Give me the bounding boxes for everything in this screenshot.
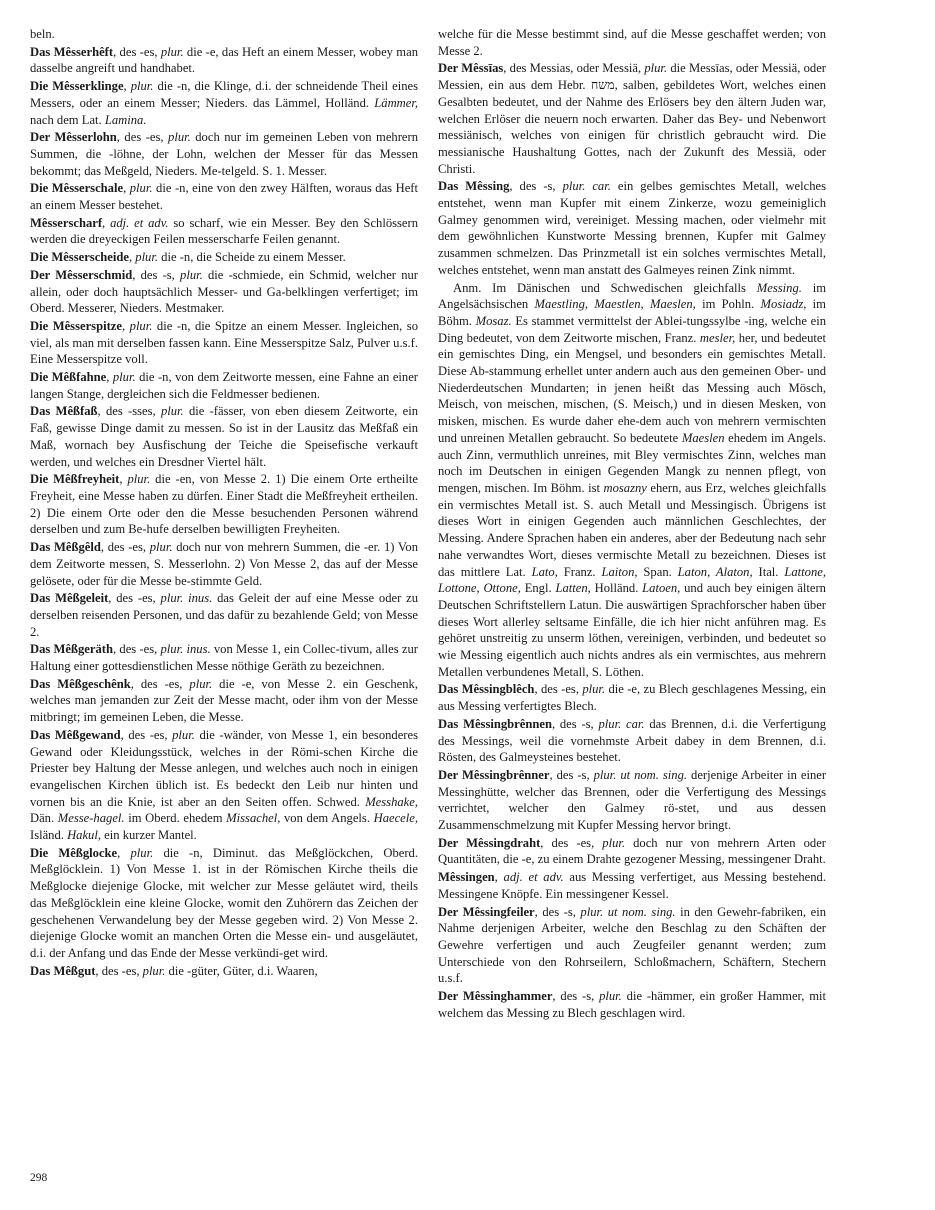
italic-text: adj. et adv. <box>503 870 564 885</box>
italic-text: Mosiadz, <box>760 297 807 312</box>
italic-text: mosazny <box>603 480 647 495</box>
entry-text: , <box>119 472 128 487</box>
italic-text: Latoen, <box>642 581 681 596</box>
entry-text: ehern, aus Erz, welches gleichfalls ein vermischtes Metall ist. S. auch Metall und Messingisch. Übrigens ist dieses Wort in einigen Gegenden auch männlichen Geschlechtes, der Messing. Andere Sprachen haben ein anderes, aber der Bedeutung nach sehr nahe verwandtes Wort, dieses vermischte Metall zu bezeichnen. Dieses ist das mittlere Lat. <box>438 480 826 579</box>
italic-text: plur. <box>129 181 153 196</box>
headword: Mêsserscharf <box>30 215 103 230</box>
headword: Der Mêssingfeiler <box>438 904 535 919</box>
entry-text: , <box>121 318 130 333</box>
dictionary-entry <box>30 403 418 470</box>
entry-text: von Messe 1, ein Collec-tivum, alles zur Haltung einer gottesdienstlichen Messe nöthige Geräth zu bezeichnen. <box>30 642 418 674</box>
italic-text: Laton, Alaton, <box>677 564 753 579</box>
entry-text: von dem Angels. <box>280 811 374 826</box>
entry-text: ein gelbes gemischtes Metall, welches entstehet, wenn man Kupfer mit einem Zinkerze, wozu gemeiniglich Galmey genommen wird, vereiniget. Messing machen, oder vielmehr mit dem gewöhnlichen Kunstworte Messing brennen, Kupfer mit Galmey zusammen schmelzen. Das Prinzmetall ist ein solches vermischtes Metall, welches entstehet, wenn man anstatt des Galmeyes reinen Zink nimmt. <box>438 179 827 277</box>
italic-text: plur. <box>644 61 668 76</box>
entry-text: die -wänder, von Messe 1, ein besonderes Gewand oder Kleidungsstück, welches in der Römi-schen Kirche die Priester bey Haltung der Messe anlegen, und welches auch noch in einigen evangelischen Kirchen üblich ist. Es bedeckt den Leib nur hinten und vornen bis an die Knie, ist aber an den Seiten offen. Schwed. <box>30 727 418 809</box>
headword: Die Mêsserscheide <box>30 250 129 265</box>
entry-text: die -fässer, von eben diesem Zeitworte, ein Faß, gewisse Dinge damit zu messen. So ist in der Lausitz das Meßfaß ein Maß, wornach bey Ausfischung der Teiche die Speisefische verkauft werden, und welches ein Dresdner Viertel hält. <box>30 404 418 469</box>
headword: Die Mêsserschale <box>30 181 124 196</box>
entry-text: in den Gewehr-fabriken, ein Nahme derjenigen Arbeiter, welche den Beschlag zu den Schäften der Gewehre verfertigen und auch Zeugfeiler genannt werden; zum Unterschiede von den Rohrseilern, Schloßmachern, Schäftern, Stechern u.s.f. <box>438 904 826 986</box>
entry-text: doch nur von mehrern Summen, die -er. 1) Von dem Zeitworte messen, S. Messerlohn. 2) Von Messe 2, das auf der Messe gelösete, oder für die Messe be-stimmte Geld. <box>30 540 418 588</box>
entry-text: , des -es, <box>534 682 583 697</box>
entry-continuation <box>438 26 826 59</box>
entry-text: , des -s, <box>509 179 563 194</box>
italic-text: plur. <box>180 267 203 282</box>
headword: Das Mêsserhêft <box>30 44 114 59</box>
entry-text: Es stammet vermittelst der Ablei-tungssylbe -ing, welche ein Ding bedeutet, von dem Zeitworte mischen, Franz. <box>438 313 826 345</box>
entry-text: , des -es, <box>95 963 143 978</box>
entry-text: die Messīas, oder Messiä, oder Messien, ein aus dem Hebr. משח, salben, gebildetes Wort, welches einen Gesalbten bedeutet, und der Nahme des Erlösers bey den ältern Juden war, welchen Erlöser die neuern noch erwarten. Daher das Bey- und Nebenwort messiänisch, welches von einigen für christlich gebraucht wird. Die messianische Haushaltung Gottes, nach der Zukunft des Messiä, oder Christi. <box>438 61 826 176</box>
italic-text: plur. <box>142 963 166 978</box>
entry-text: die -e, das Heft an einem Messer, wobey man dasselbe angreift und handhabet. <box>30 44 418 76</box>
italic-text: Haecele, <box>373 811 418 826</box>
headword: Das Mêßgeleit <box>30 591 109 606</box>
headword: Der Mêssingdraht <box>438 835 541 850</box>
dictionary-entry <box>438 835 826 868</box>
entry-text: die -n, die Scheide zu einem Messer. <box>158 250 346 265</box>
italic-text: Messhake, <box>365 794 418 809</box>
dictionary-entry <box>30 727 418 844</box>
italic-text: mesler, <box>699 330 736 345</box>
headword: Mêssingen <box>438 870 495 885</box>
italic-text: Lattone, Lottone, Ottone, <box>438 564 826 596</box>
dictionary-entry <box>30 641 418 674</box>
entry-text: doch nur im gemeinen Leben von mehrern Summen, die -löhne, der Lohn, welchen der Messer für das Messen bekommt; das Meßgeld, Nieders. Me-telgeld. S. 1. Messer. <box>30 130 418 178</box>
entry-text: die -schmiede, ein Schmid, welcher nur allein, oder doch hauptsächlich Messer- und Ga-belklingen verfertiget; im Oberd. Messerer, Nieders. Mestmaker. <box>30 267 418 316</box>
entry-text: die -n, Diminut. das Meßglöckchen, Oberd. Meßglöcklein. 1) Von Messe 1. ist in der Römischen Kirche theils die Meßglocke diejenige Glocke, mit welcher zur Messe geläutet wird, theils das Meßglöcklein eine kleine Glocke, womit den Zuhörern das Zeichen der geschehenen Verwandelung bey der Messe gegeben wird. 2) Von Messe 2. diejenige Glocke womit an manchen Orten die Messe ein- und ausgeläutet, d.i. der Anfang und das Ende der Messe verkündi-get wird. <box>30 845 418 960</box>
entry-text: ehedem im Angels. auch Zinn, vermuthlich unreines, mit Bley vermischtes Zinn, welches man noch im Deutschen in einigen Gegenden Mangk zu nennen pflegt, von mengen, mischen. Im Böhm. ist <box>438 430 826 495</box>
italic-text: Lamina. <box>104 112 147 127</box>
entry-text: die -e, von Messe 2. ein Geschenk, welches man jemanden zur Zeit der Messe macht, oder ihm von der Messe mitbringt; im gemeinen Leben, die Messe. <box>30 676 419 725</box>
dictionary-entry <box>438 767 826 834</box>
headword: Die Mêßfreyheit <box>30 472 120 487</box>
dictionary-entry <box>438 869 826 902</box>
italic-text: plur. inus. <box>160 642 211 657</box>
dictionary-entry <box>30 845 418 962</box>
entry-text: , <box>102 215 111 230</box>
entry-text: , des -es, <box>540 835 603 850</box>
entry-text: Span. <box>637 564 678 579</box>
dictionary-entry <box>30 78 418 128</box>
entry-text: , <box>128 250 136 265</box>
headword: Die Mêßfahne <box>30 370 107 385</box>
italic-text: Lato, <box>531 564 558 579</box>
entry-text: das Geleit der auf eine Messe oder zu derselben reisenden Personen, und das dafür zu bezahlende Geld; von Messe 2. <box>30 591 418 639</box>
headword: Das Mêßgut <box>30 963 96 978</box>
italic-text: Laiton, <box>601 564 638 579</box>
entry-text: , des -s, <box>549 767 594 782</box>
dictionary-entry <box>30 963 418 980</box>
italic-text: plur. <box>130 79 154 94</box>
italic-text: plur. <box>582 682 606 697</box>
headword: Die Mêsserklinge <box>30 79 124 94</box>
italic-text: plur. <box>189 676 213 691</box>
headword: Das Mêßgewand <box>30 727 121 742</box>
italic-text: plur. <box>112 370 136 385</box>
entry-text: die -n, eine von den zwey Hälften, woraus das Heft an einem Messer bestehet. <box>30 181 418 213</box>
entry-text: , des -es, <box>108 591 161 606</box>
entry-text: , des -es, <box>116 130 169 145</box>
entry-text: welche für die Messe bestimmt sind, auf die Messe geschaffet werden; von Messe 2. <box>438 27 826 58</box>
entry-text: , <box>117 845 131 860</box>
dictionary-entry <box>438 988 826 1021</box>
italic-text: plur. ut nom. sing. <box>593 767 688 782</box>
italic-text: plur. <box>149 540 173 555</box>
entry-text: Ital. <box>752 564 785 579</box>
italic-text: plur. <box>599 989 622 1004</box>
entry-text: , <box>106 370 113 385</box>
entry-text: doch nur von mehrern Arten oder Quantitäten, die -e, zu einem Drahte gezogener Messing, messingener Draht. <box>438 835 826 867</box>
entry-text: , <box>123 79 131 94</box>
headword: Die Mêsserspitze <box>30 318 122 333</box>
entry-text: im Oberd. ehedem <box>124 811 227 826</box>
headword: Das Mêssing <box>438 179 510 194</box>
italic-text: plur. car. <box>562 179 611 194</box>
italic-text: plur. <box>160 404 184 419</box>
italic-text: plur. <box>172 727 195 742</box>
entry-text: nach dem Lat. <box>30 112 105 127</box>
headword: Das Mêßgeräth <box>30 642 113 657</box>
entry-text: die -n, die Klinge, d.i. der schneidende Theil eines Messers, oder an einem Messer; Nieders. das Lämmel, Holländ. <box>30 79 418 110</box>
headword: Das Mêßfaß <box>30 404 98 419</box>
entry-text: aus Messing verfertiget, aus Messing bestehend. Messingene Knöpfe. Ein messingener Kessel. <box>438 870 826 901</box>
entry-text: , des -s, <box>132 267 181 282</box>
entry-text: ein kurzer Mantel. <box>101 828 197 843</box>
headword: Der Mêssinghammer <box>438 989 553 1004</box>
italic-text: plur. <box>129 318 153 333</box>
italic-text: plur. <box>602 835 626 850</box>
dictionary-entry <box>30 369 418 402</box>
entry-text: im Angelsächsischen <box>438 280 826 312</box>
entry-text: im Pohln. <box>695 297 761 312</box>
headword: Der Mêssingbrênner <box>438 767 550 782</box>
italic-text: plur. <box>135 250 159 265</box>
entry-text: , des -s, <box>534 904 581 919</box>
entry-text: derjenige Arbeiter in einer Messinghütte, welcher das Brennen, oder die Verfertigung des Messings verrichtet, welcher den Galmey rö-stet, und aus dessen Zusammenschmelzung mit Kupfer Messing hervor bringt. <box>438 767 827 833</box>
italic-text: plur. <box>127 472 151 487</box>
dictionary-entry <box>30 44 418 77</box>
italic-text: Lämmer, <box>374 95 418 110</box>
entry-text: , des -es, <box>113 44 161 59</box>
entry-text: das Brennen, d.i. die Verfertigung des Messings, weil die vornehmste Arbeit dabey in dem Brennen, d.i. Rösten, des Galmeysteines bestehet. <box>438 716 827 765</box>
entry-text: die -n, von dem Zeitworte messen, eine Fahne an einer langen Stange, dergleichen sich die Feldmesser bedienen. <box>30 370 418 401</box>
dictionary-entry <box>30 471 418 538</box>
headword: Der Mêssīas <box>438 61 504 76</box>
italic-text: Messe-hagel. <box>57 811 125 826</box>
headword: Der Mêsserlohn <box>30 130 117 145</box>
left-column <box>30 26 418 980</box>
entry-text: , des -s, <box>551 716 599 731</box>
italic-text: Maestling, Maestlen, Maeslen, <box>534 297 696 312</box>
entry-text: Anm. Im Dänischen und Schwedischen gleichfalls <box>453 280 757 295</box>
entry-text: die -e, zu Blech geschlagenes Messing, ein aus Messing verfertigtes Blech. <box>438 682 826 714</box>
dictionary-entry <box>30 215 418 248</box>
italic-text: adj. et adv. <box>110 215 169 230</box>
entry-text: , des -es, <box>113 642 161 657</box>
italic-text: Hakul, <box>67 828 102 843</box>
entry-text: her, und bedeutet ein gemischtes Ding, ein Mengsel, und besonders ein gemischtes Metall. Diese Ab-stammung erhellet unter andern auch aus den gemeinen Ober- und Niederdeutschen Mundarten; in jenen heißt das Messing auch Mösch, Meisch, von meischen, mischen, (S. Meisch,) und in diesen Mesken, von misken, mischen. Es wurde daher ehe-dem auch von mehrern vermischten und unreinen Metallen gebraucht. So bedeutete <box>438 330 826 445</box>
dictionary-entry <box>438 904 826 988</box>
entry-text: beln. <box>30 27 55 41</box>
right-column <box>438 26 826 1022</box>
dictionary-entry <box>30 590 418 640</box>
entry-text: die -güter, Güter, d.i. Waaren, <box>165 963 318 978</box>
dictionary-entry <box>30 249 418 266</box>
entry-text: und auch bey einigen ältern Deutschen Schriftstellern Latun. Die auswärtigen Sprachforscher haben über dieses Wort allerley seltsame Einfälle, die ich hier nicht anführen mag. Es gehöret unstreitig zu unserm löthen, vereinigen, verbinden, und bedeutet so wie Messing eigentlich auch nichts andres als ein vermischtes, aus mehrern Metallen verbundenes Metall, S. Löthen. <box>438 581 826 679</box>
headword: Das Mêßgêld <box>30 540 101 555</box>
italic-text: Messing. <box>756 280 802 295</box>
entry-text: , des Messias, oder Messiä, <box>503 61 645 76</box>
entry-text: Engl. <box>520 581 556 596</box>
dictionary-entry <box>30 180 418 213</box>
entry-text: die -n, die Spitze an einem Messer. Ingleichen, so viel, als man mit derselben fassen kann. Eine Messerspitze Salz, Pulver u.s.f. Eine Messerspitze voll. <box>30 318 419 367</box>
entry-text: , des -s, <box>552 989 600 1004</box>
entry-text: Isländ. <box>30 828 68 843</box>
entry-text: , des -es, <box>130 676 190 691</box>
entry-text: im Böhm. <box>438 297 826 328</box>
dictionary-entry <box>30 676 418 726</box>
entry-text: , des -es, <box>100 540 150 555</box>
dictionary-entry <box>438 60 826 177</box>
entry-text: die -en, von Messe 2. 1) Die einem Orte ertheilte Freyheit, eine Messe haben zu dürfen. Einer Stadt die Meßfreyheit ertheilen. 2) Die einem Orte oder den die Messe besuchenden Personen während derselben und zum Be-hufe derselben bewilligten Freyheiten. <box>30 472 418 537</box>
italic-text: Mosaz. <box>475 313 512 328</box>
entry-text: die -hämmer, ein großer Hammer, mit welchem das Messing zu Blech geschlagen wird. <box>438 989 826 1020</box>
page-number: 298 <box>30 1172 48 1184</box>
entry-text: so scharf, wie ein Messer. Bey den Schlössern werden die dreyeckigen Feilen messerscharfe Feilen genannt. <box>30 215 419 247</box>
headword: Die Mêßglocke <box>30 845 118 860</box>
italic-text: plur. inus. <box>160 591 213 606</box>
italic-text: Latten, <box>555 581 591 596</box>
headword: Das Mêssingblêch <box>438 682 535 697</box>
dictionary-entry <box>438 178 826 278</box>
entry-text: Franz. <box>557 564 602 579</box>
italic-text: plur. <box>130 845 154 860</box>
entry-text: Holländ. <box>590 581 643 596</box>
entry-text: , des -es, <box>120 727 173 742</box>
dictionary-entry <box>30 318 418 368</box>
italic-text: Missachel, <box>226 811 281 826</box>
headword: Der Mêsserschmid <box>30 267 133 282</box>
dictionary-entry <box>30 539 418 589</box>
dictionary-entry <box>438 716 826 766</box>
entry-note <box>438 280 826 681</box>
headword: Das Mêssingbrênnen <box>438 716 552 731</box>
entry-text: , <box>123 181 130 196</box>
entry-text: Dän. <box>30 811 58 826</box>
italic-text: plur. car. <box>598 716 645 731</box>
dictionary-entry <box>30 129 418 179</box>
italic-text: plur. <box>160 44 184 59</box>
entry-text: , des -sses, <box>97 404 161 419</box>
italic-text: plur. <box>168 130 191 145</box>
dictionary-entry <box>438 681 826 714</box>
headword: Das Mêßgeschênk <box>30 676 131 691</box>
dictionary-entry <box>30 267 418 317</box>
entry-text: , <box>494 870 504 885</box>
italic-text: Maeslen <box>681 430 725 445</box>
dictionary-entry <box>30 26 418 43</box>
italic-text: plur. ut nom. sing. <box>580 904 676 919</box>
